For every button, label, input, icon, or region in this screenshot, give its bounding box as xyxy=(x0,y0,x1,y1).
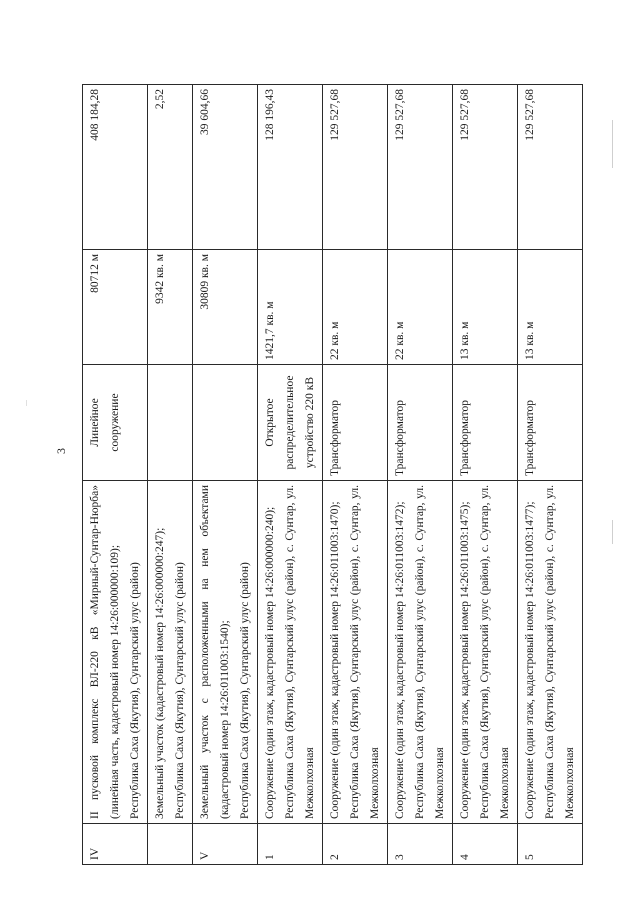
scan-artifact xyxy=(26,400,27,406)
description-line: Республика Саха (Якутия), Сунтарский улус (район) xyxy=(129,562,141,819)
table-row xyxy=(83,85,148,865)
description-line: Сооружение (один этаж, кадастровый номер 14:26:011003:1472); xyxy=(394,501,406,819)
type-line: Трансформатор xyxy=(394,400,406,476)
object-type xyxy=(453,365,518,481)
object-description xyxy=(258,481,323,824)
object-value: 129 527,68 xyxy=(388,85,453,250)
object-area: 80712 м xyxy=(83,250,148,365)
object-type xyxy=(83,365,148,481)
row-number: 2 xyxy=(323,824,388,865)
object-area: 13 кв. м xyxy=(518,250,583,365)
table-row xyxy=(453,85,518,865)
description-line: Земельный участок (кадастровый номер 14:26:000000:247); xyxy=(154,527,166,819)
description-line: Сооружение (один этаж, кадастровый номер 14:26:011003:1470); xyxy=(329,501,341,819)
object-type xyxy=(518,365,583,481)
object-description xyxy=(453,481,518,824)
object-description xyxy=(83,481,148,824)
type-line: Трансформатор xyxy=(524,400,536,476)
type-line: устройство 220 кВ xyxy=(304,376,316,469)
object-value: 39 604,66 xyxy=(193,85,258,250)
description-line: II пусковой комплекс ВЛ-220 кВ «Мирный-Сунтар-Нюрба» (линейная часть, кадастровый номер 14:26:000000:109); xyxy=(89,485,121,819)
object-description xyxy=(323,481,388,824)
object-type xyxy=(148,365,193,481)
object-area: 9342 кв. м xyxy=(148,250,193,365)
row-number: 4 xyxy=(453,824,518,865)
type-line: Трансформатор xyxy=(459,400,471,476)
object-description xyxy=(388,481,453,824)
description-line: Сооружение (один этаж, кадастровый номер 14:26:011003:1477); xyxy=(524,501,536,819)
scan-artifact xyxy=(612,120,613,168)
table-row xyxy=(323,85,388,865)
table-row xyxy=(193,85,258,865)
object-value: 129 527,68 xyxy=(453,85,518,250)
description-line: Республика Саха (Якутия), Сунтарский улус (район) xyxy=(174,562,186,819)
object-type xyxy=(388,365,453,481)
row-number xyxy=(148,824,193,865)
description-line: Республика Саха (Якутия), Сунтарский улус (район), с. Сунтар, ул. Межколхозная xyxy=(414,485,446,819)
object-area: 1421,7 кв. м xyxy=(258,250,323,365)
description-line: Сооружение (один этаж, кадастровый номер 14:26:011003:1475); xyxy=(459,501,471,819)
type-line: распределительное xyxy=(284,375,296,470)
description-line: Республика Саха (Якутия), Сунтарский улус (район), с. Сунтар, ул. Межколхозная xyxy=(479,485,511,819)
object-type xyxy=(193,365,258,481)
object-type xyxy=(258,365,323,481)
object-description xyxy=(518,481,583,824)
object-area: 13 кв. м xyxy=(453,250,518,365)
table-row xyxy=(518,85,583,865)
property-table xyxy=(82,84,583,865)
description-line: Земельный участок с расположенными на нем объектами (кадастровый номер 14:26:011003:1540); xyxy=(199,485,231,819)
row-number: 5 xyxy=(518,824,583,865)
scan-artifact xyxy=(612,520,613,544)
object-area: 30809 кв. м xyxy=(193,250,258,365)
table-row xyxy=(258,85,323,865)
description-line: Республика Саха (Якутия), Сунтарский улус (район), с. Сунтар, ул. Межколхозная xyxy=(544,485,576,819)
object-area: 22 кв. м xyxy=(323,250,388,365)
type-line: Открытое xyxy=(264,398,276,447)
row-number: 1 xyxy=(258,824,323,865)
rotated-table-container xyxy=(82,85,585,865)
description-line: Сооружение (один этаж, кадастровый номер 14:26:000000:240); xyxy=(264,506,276,819)
table-row xyxy=(388,85,453,865)
type-line: сооружение xyxy=(109,393,121,452)
description-line: Республика Саха (Якутия), Сунтарский улус (район) xyxy=(239,562,251,819)
description-line: Республика Саха (Якутия), Сунтарский улус (район), с. Сунтар, ул. Межколхозная xyxy=(349,485,381,819)
row-number: IV xyxy=(83,824,148,865)
row-number: 3 xyxy=(388,824,453,865)
object-value: 129 527,68 xyxy=(323,85,388,250)
object-value: 128 196,43 xyxy=(258,85,323,250)
type-line: Линейное xyxy=(89,398,101,447)
type-line: Трансформатор xyxy=(329,400,341,476)
page-number: 3 xyxy=(54,448,68,454)
object-value: 129 527,68 xyxy=(518,85,583,250)
object-description xyxy=(193,481,258,824)
object-type xyxy=(323,365,388,481)
description-line: Республика Саха (Якутия), Сунтарский улус (район), с. Сунтар, ул. Межколхозная xyxy=(284,485,316,819)
object-description xyxy=(148,481,193,824)
table-row xyxy=(148,85,193,865)
object-value: 408 184,28 xyxy=(83,85,148,250)
object-area: 22 кв. м xyxy=(388,250,453,365)
object-value: 2,52 xyxy=(148,85,193,250)
row-number: V xyxy=(193,824,258,865)
